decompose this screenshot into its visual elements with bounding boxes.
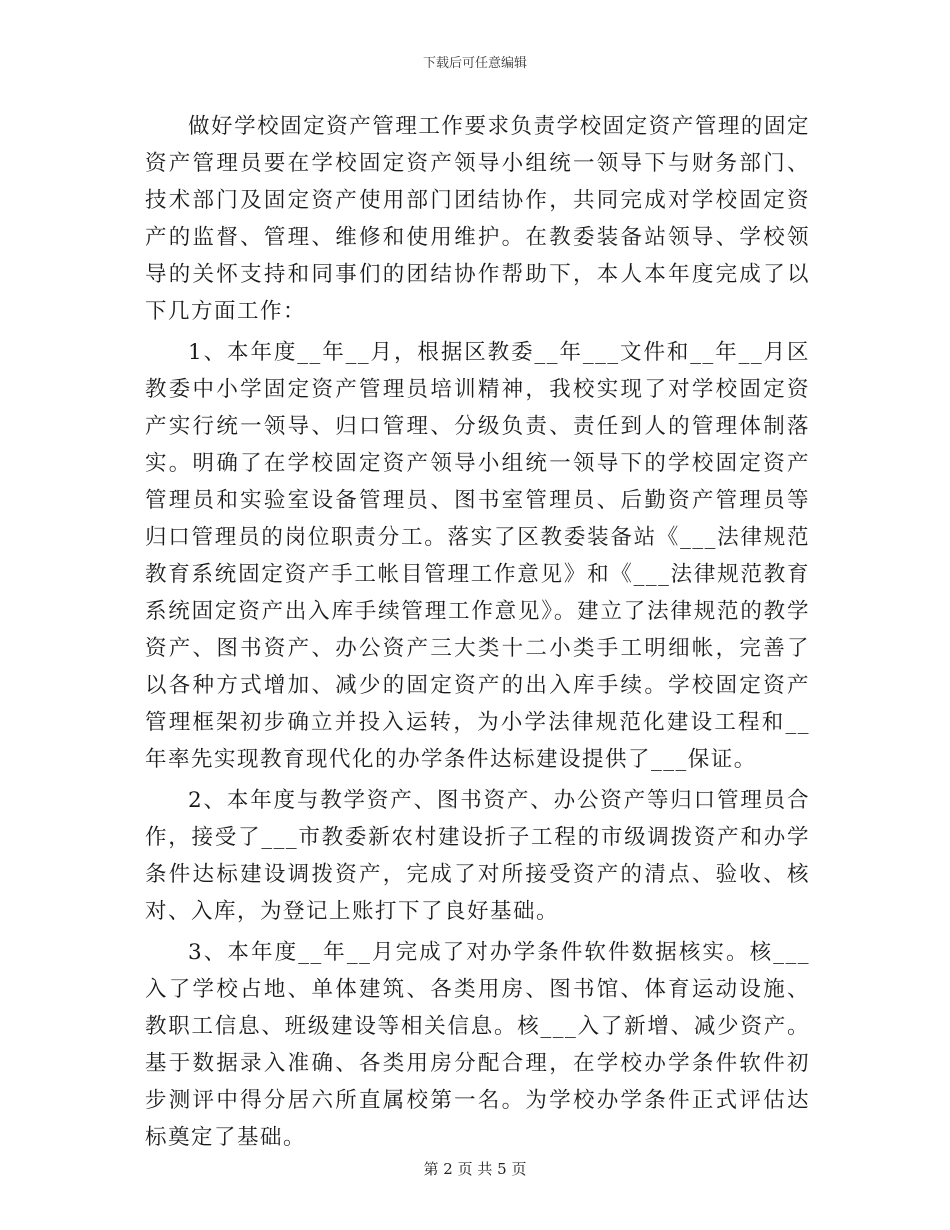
- paragraph-item-2: 2、本年度与教学资产、图书资产、办公资产等归口管理员合作，接受了___市教委新农村建设折子工程的市级调拨资产和办学条件达标建设调拨资产，完成了对所接受资产的清点、验收、核对、入库，为登记上账打下了良好基础。: [145, 788, 810, 924]
- page-number: 第 2 页 共 5 页: [423, 1160, 527, 1178]
- page-header: 下载后可任意编辑: [422, 56, 527, 71]
- paragraph-item-1: 1、本年度__年__月，根据区教委__年___文件和__年__月区教委中小学固定资产管理员培训精神，我校实现了对学校固定资产实行统一领导、归口管理、分级负责、责任到人的管理体制落实。明确了在学校固定资产领导小组统一领导下的学校固定资产管理员和实验室设备管理员、图书室管理员、后勤资产管理员等归口管理员的岗位职责分工。落实了区教委装备站《___法律规范教育系统固定资产手工帐目管理工作意见》和《___法律规范教育系统固定资产出入库手续管理工作意见》。建立了法律规范的教学资产、图书资产、办公资产三大类十二小类手工明细帐，完善了以各种方式增加、减少的固定资产的出入库手续。学校固定资产管理框架初步确立并投入运转，为小学法律规范化建设工程和__年率先实现教育现代化的办学条件达标建设提供了___保证。: [145, 340, 810, 772]
- document-body: [145, 108, 810, 1156]
- paragraph-intro: 做好学校固定资产管理工作要求负责学校固定资产管理的固定资产管理员要在学校固定资产领导小组统一领导下与财务部门、技术部门及固定资产使用部门团结协作，共同完成对学校固定资产的监督、管理、维修和使用维护。在教委装备站领导、学校领导的关怀支持和同事们的团结协作帮助下，本人本年度完成了以下几方面工作：: [145, 114, 810, 324]
- paragraph-item-3: 3、本年度__年__月完成了对办学条件软件数据核实。核___入了学校占地、单体建筑、各类用房、图书馆、体育运动设施、教职工信息、班级建设等相关信息。核___入了新增、减少资产。基于数据录入准确、各类用房分配合理，在学校办学条件软件初步测评中得分居六所直属校第一名。为学校办学条件正式评估达标奠定了基础。: [145, 940, 810, 1150]
